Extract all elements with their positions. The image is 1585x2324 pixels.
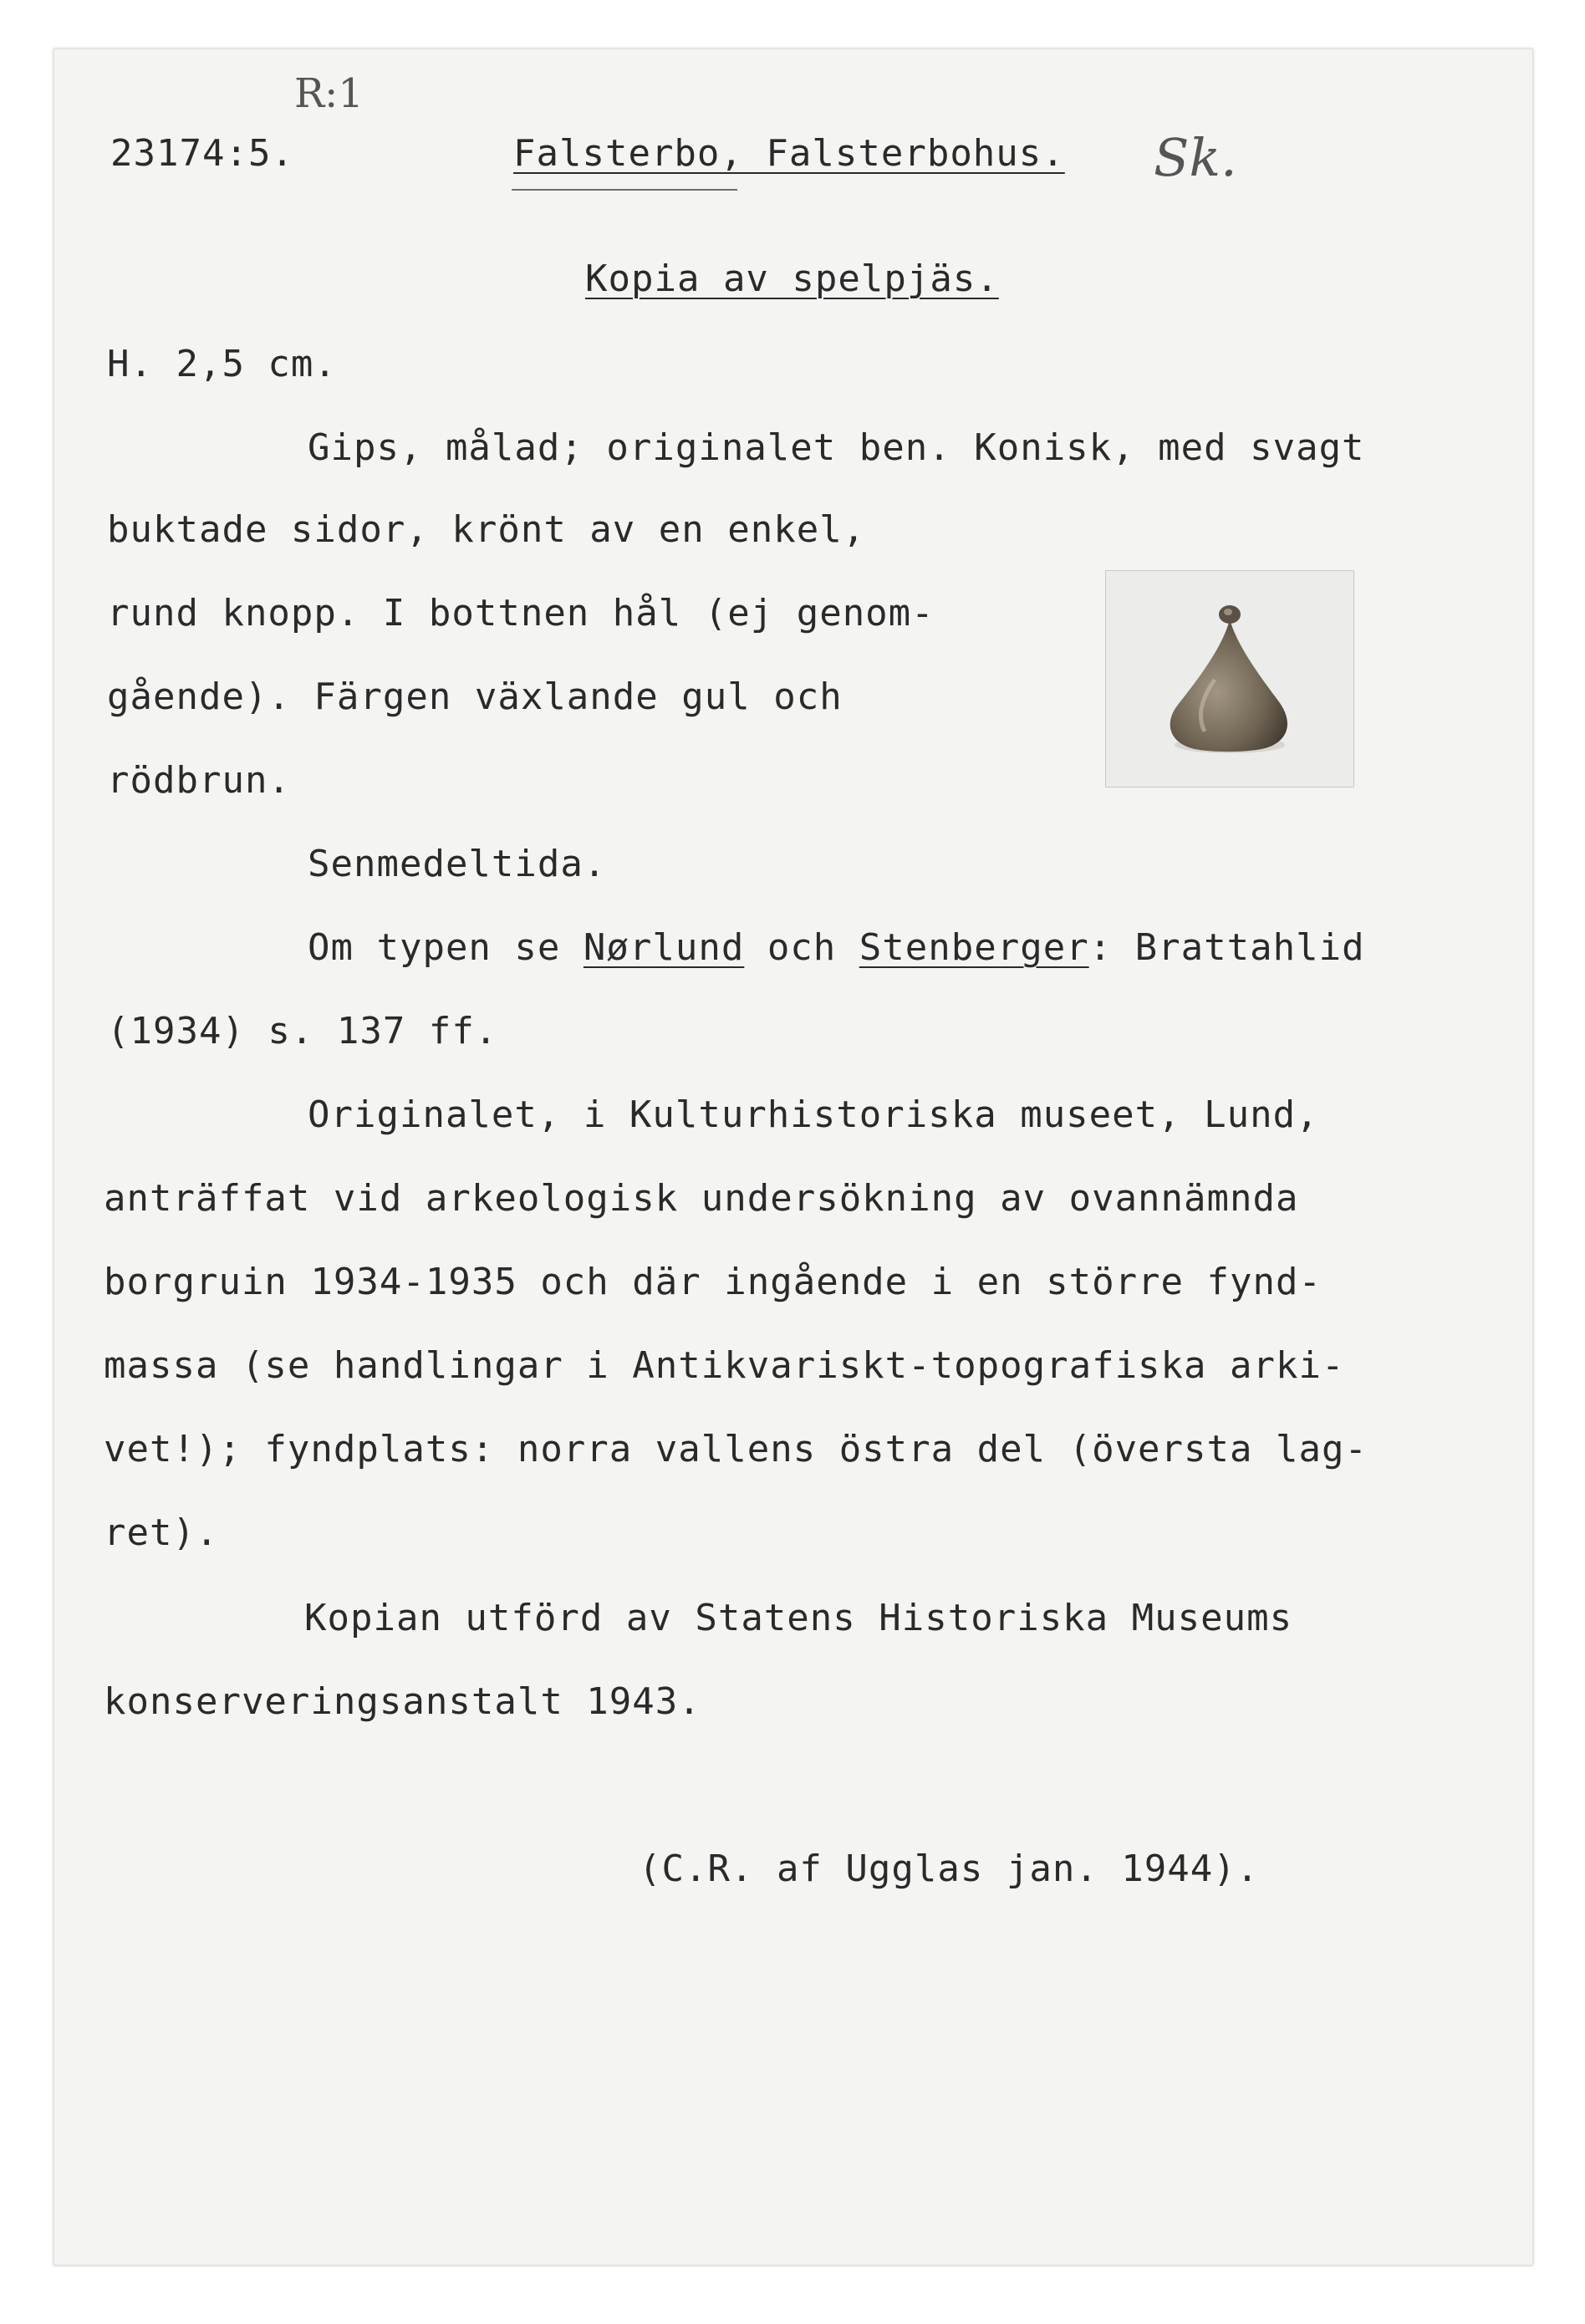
provenance-line: anträffat vid arkeologisk undersökning av ovannämnda bbox=[104, 1177, 1299, 1220]
copy-line: Kopian utförd av Statens Historiska Museums bbox=[304, 1597, 1293, 1639]
signature: (C.R. af Ugglas jan. 1944). bbox=[639, 1847, 1260, 1890]
measurements: H. 2,5 cm. bbox=[107, 343, 337, 385]
copy-line: konserveringsanstalt 1943. bbox=[104, 1680, 701, 1723]
reference-pages: (1934) s. 137 ff. bbox=[107, 1010, 498, 1052]
catalog-number: 23174:5. bbox=[110, 132, 294, 175]
reference-author-stenberger: Stenberger bbox=[859, 926, 1089, 969]
description-line: rödbrun. bbox=[107, 759, 291, 802]
provenance-line: massa (se handlingar i Antikvariskt-topografiska arki- bbox=[104, 1344, 1345, 1387]
pencil-underline bbox=[512, 189, 737, 191]
location-heading: Falsterbo, Falsterbohus. bbox=[513, 132, 1065, 175]
reference-work: : Brattahlid bbox=[1088, 926, 1365, 969]
shelf-mark: R:1 bbox=[294, 70, 364, 117]
provenance-line: Originalet, i Kulturhistoriska museet, Lund, bbox=[308, 1093, 1319, 1136]
gaming-piece-photo bbox=[1105, 570, 1354, 787]
provenance-line: borgruin 1934-1935 och där ingående i en större fynd- bbox=[104, 1261, 1322, 1303]
reference-prefix: Om typen se bbox=[308, 926, 584, 969]
dating: Senmedeltida. bbox=[308, 843, 607, 885]
object-title: Kopia av spelpjäs. bbox=[585, 257, 999, 300]
description-line: buktade sidor, krönt av en enkel, bbox=[107, 508, 866, 551]
initials-mark: Sk. bbox=[1154, 127, 1237, 188]
reference-author-norlund: Nørlund bbox=[583, 926, 745, 969]
provenance-line: vet!); fyndplats: norra vallens östra del (översta lag- bbox=[104, 1428, 1368, 1470]
reference-joiner: och bbox=[744, 926, 859, 969]
description-line: Gips, målad; originalet ben. Konisk, med svagt bbox=[308, 426, 1365, 469]
reference-line bbox=[308, 926, 1365, 969]
description-line: gående). Färgen växlande gul och bbox=[107, 675, 843, 718]
gaming-piece-image bbox=[1106, 571, 1353, 787]
provenance-line: ret). bbox=[104, 1511, 219, 1554]
description-line: rund knopp. I bottnen hål (ej genom- bbox=[107, 592, 935, 635]
